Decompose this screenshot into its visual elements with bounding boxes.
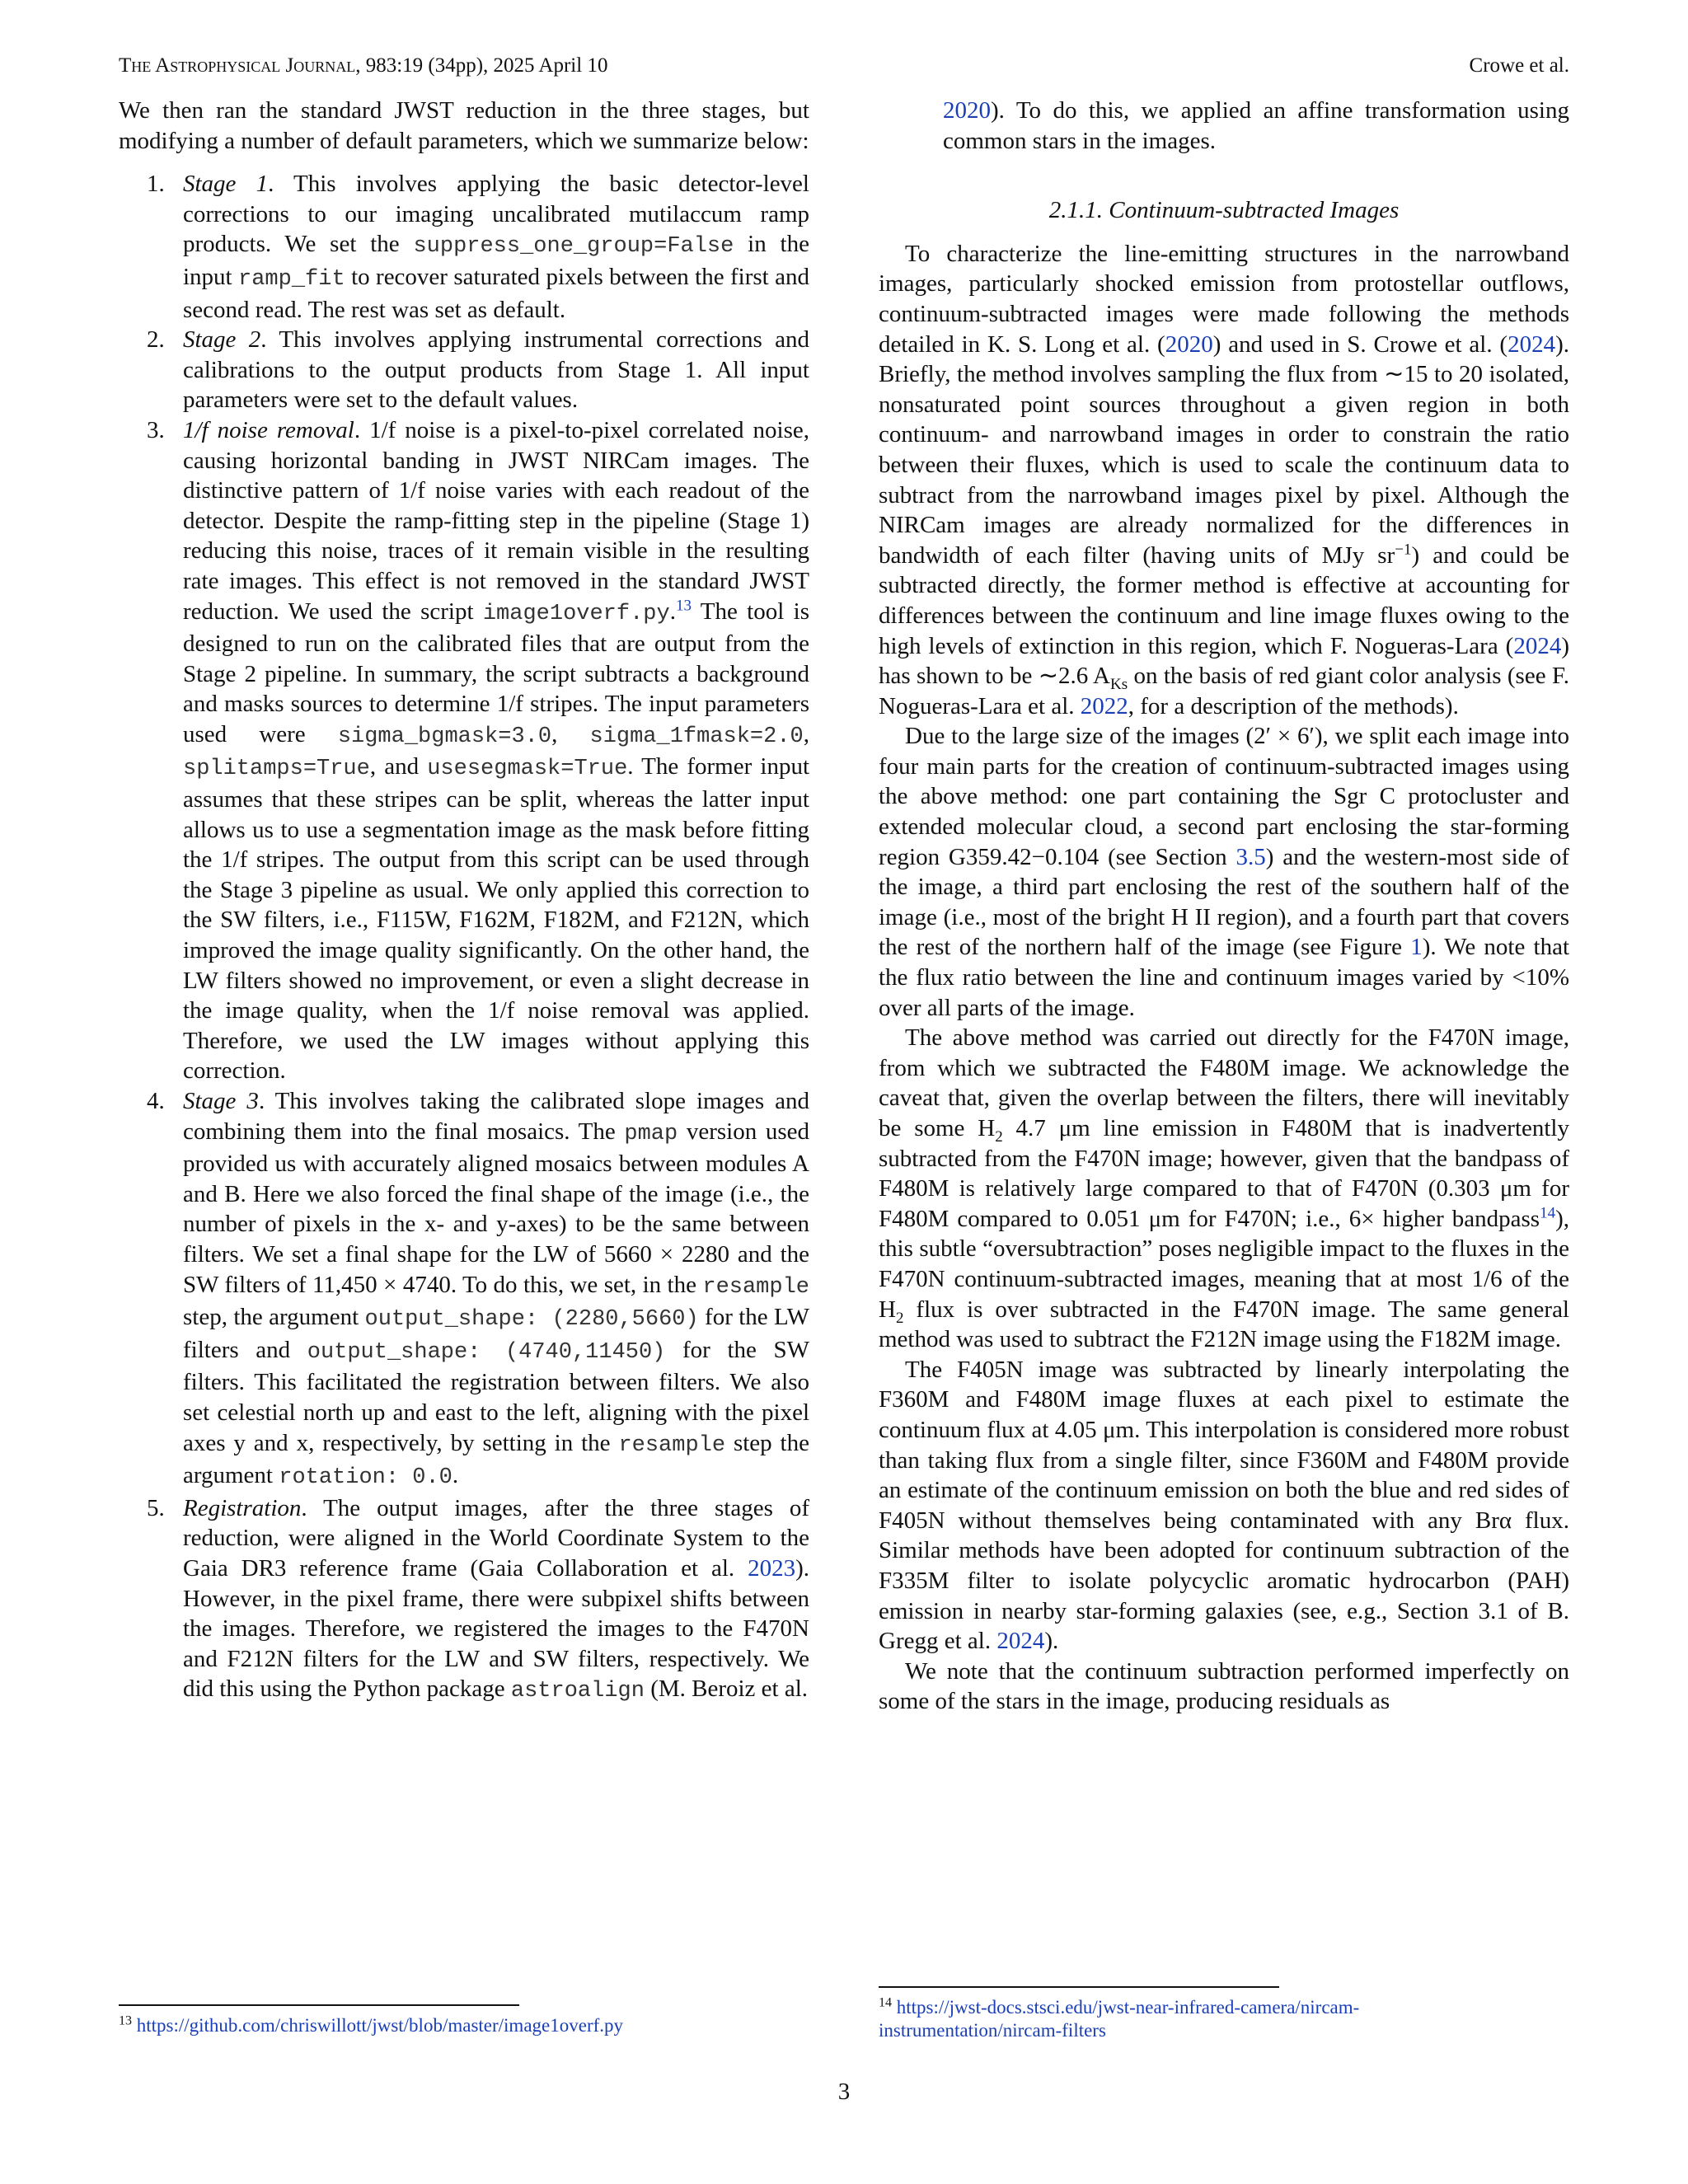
intro-paragraph: We then ran the standard JWST reduction in the three stages, but modifying a number of default parameters, which we summarize below:	[119, 97, 809, 154]
paragraph-text: The F405N image was subtracted by linearly interpolating the F360M and F480M image fluxes at each pixel to estimate the continuum flux at 4.05 μm. This interpolation is considered more robust than taking flux from a single filter, since F360M and F480M provide an estimate of the continuum emission on both the blue and red sides of F405N without themselves being contaminated with any Brα flux. Similar methods have been adopted for continuum subtraction of the F335M filter to isolate polycyclic aromatic hydrocarbon (PAH) emission in nearby star-forming galaxies (see, e.g., Section 3.1 of B. Gregg et al.	[879, 1356, 1569, 1655]
item-text: for the LW filters and	[183, 1304, 809, 1363]
code-snippet: ramp_fit	[238, 266, 345, 292]
citation-link[interactable]: 2020	[1165, 330, 1213, 358]
paragraph-text: , for a description of the methods).	[1128, 692, 1459, 719]
footnote-13	[119, 2014, 809, 2037]
code-snippet: sigma_1fmask=2.0	[589, 724, 804, 749]
section-heading: 2.1.1. Continuum-subtracted Images	[1048, 197, 1400, 224]
paragraph	[879, 1023, 1569, 1355]
item-text: for the SW filters. This facilitated the registration between filters. We also set celestial north up and east to the left, aligning with the pixel axes y and x, respectively, by setting in the	[183, 1336, 809, 1456]
figure-link[interactable]: 1	[1410, 934, 1423, 961]
list-item	[119, 1086, 809, 1493]
footnote-14	[879, 1996, 1456, 2042]
footnote-ref-14[interactable]: 14	[1540, 1204, 1556, 1222]
paragraph-text: To characterize the line-emitting structures in the narrowband images, particularly shocked emission from protostellar outflows, continuum-subtracted images were made following the methods detailed in K. S. Long et al. (	[879, 240, 1569, 358]
footnote-rule-right	[879, 1986, 1279, 1988]
list-number: 2.	[147, 326, 165, 354]
journal-name: The Astrophysical Journal	[119, 54, 356, 77]
paragraph-text: flux is over subtracted in the F470N image. The same general method was used to subtract the F212N image using the F182M image.	[879, 1296, 1569, 1353]
code-snippet: splitamps=True	[183, 757, 370, 782]
subscript: 2	[995, 1127, 1003, 1146]
code-snippet: image1overf.py	[482, 601, 670, 626]
list-number: 3.	[147, 416, 165, 443]
code-snippet: resample	[702, 1274, 809, 1300]
citation-link[interactable]: 2024	[1507, 330, 1556, 358]
footnote-ref-13[interactable]: 13	[675, 596, 692, 614]
paragraph-text: ), this subtle “oversubtraction” poses negligible impact to the fluxes in the F470N continuum-subtracted images, meaning that at most 1/6 of the H	[879, 1205, 1569, 1323]
paragraph	[879, 1355, 1569, 1657]
item-text: step, the argument	[183, 1304, 365, 1331]
footnote-link[interactable]: https://github.com/chriswillott/jwst/blob/master/image1overf.py	[136, 2015, 624, 2036]
item-text: ). However, in the pixel frame, there were subpixel shifts between the images. Therefore, we registered the images to the F470N and F212N filters for the LW and SW filters, respectively. We did this using the Python package	[183, 1554, 809, 1703]
paragraph-text: ) and used in S. Crowe et al. (	[1212, 330, 1508, 358]
subscript: 2	[895, 1309, 904, 1327]
code-snippet: output_shape: (4740,11450)	[307, 1339, 666, 1365]
paragraph-text: Due to the large size of the images (2′ × 6′), we split each image into four main parts for the creation of continuum-subtracted images using the above method: one part containing the Sgr C protocluster and extended molecular cloud, a second part enclosing the star-forming region G359.42−0.104 (see Section	[879, 723, 1569, 870]
item-title: Registration	[183, 1494, 302, 1521]
item-text: . The output images, after the three stages of reduction, were aligned in the World Coordinate System to the Gaia DR3 reference frame (Gaia Collaboration et al.	[183, 1494, 809, 1582]
left-column	[119, 96, 809, 1707]
continued-item-text	[879, 96, 1569, 156]
paragraph-text: The above method was carried out directly for the F470N image, from which we subtracted the F480M image. We acknowledge the caveat that, given the overlap between the filters, there will inevitably be some H	[879, 1024, 1569, 1141]
paragraph	[879, 721, 1569, 1023]
paragraph: We note that the continuum subtraction performed imperfectly on some of the stars in the image, producing residuals as	[879, 1657, 1569, 1715]
item-text: The tool is designed to run on the calibrated files that are output from the Stage 2 pipeline. In summary, the script subtracts a background and masks sources to determine 1/f stripes. The input parameters used were	[183, 598, 809, 748]
code-snippet: usesegmask=True	[427, 757, 628, 782]
footnote-rule-left	[119, 2004, 519, 2006]
superscript: −1	[1395, 541, 1412, 559]
paragraph-text: 4.7 μm line emission in F480M that is inadvertently subtracted from the F470N image; however, given that the bandpass of F480M is relatively large compared to that of F470N (0.303 μm for F480M compared to 0.051 μm for F470N; i.e., 6× higher bandpass	[879, 1115, 1569, 1232]
list-item	[119, 1493, 809, 1707]
item-text: . This involves applying the basic detector-level corrections to our imaging uncalibrated mutilaccum ramp products. We set the	[183, 171, 809, 258]
item-text: , and	[369, 753, 428, 780]
code-snippet: output_shape: (2280,5660)	[364, 1307, 699, 1333]
item-text: . This involves applying instrumental corrections and calibrations to the output products from Stage 1. All input parameters were set to the default values.	[183, 326, 809, 414]
paragraph-text: ). Briefly, the method involves sampling the flux from ∼15 to 20 isolated, nonsaturated point sources throughout a given region in both continuum- and narrowband images in order to constrain the ratio between their fluxes, which is used to scale the continuum data to subtract from the narrowband images pixel by pixel. Although the NIRCam images are already normalized for the differences in bandwidth of each filter (having units of MJy sr	[879, 330, 1569, 569]
code-snippet: rotation: 0.0	[279, 1465, 452, 1491]
citation-link[interactable]: 2022	[1080, 692, 1128, 719]
list-number: 1.	[147, 171, 165, 198]
code-snippet: resample	[618, 1432, 726, 1458]
item-text: . 1/f noise is a pixel-to-pixel correlated noise, causing horizontal banding in JWST NIRCam images. The distinctive pattern of 1/f noise varies with each readout of the detector. Despite the ramp-fitting step in the pipeline (Stage 1) reducing this noise, traces of it remain visible in the resulting rate images. This effect is not removed in the standard JWST reduction. We used the script	[183, 416, 810, 625]
item-text: . The former input assumes that these stripes can be split, whereas the latter input allows us to use a segmentation image as the mask before fitting the 1/f stripes. The output from this script can be used through the Stage 3 pipeline as usual. We only applied this correction to the SW filters, i.e., F115W, F162M, F182M, and F212N, which improved the image quality significantly. On the other hand, the LW filters showed no improvement, or even a slight decrease in the image quality, when the 1/f noise removal was applied. Therefore, we used the LW images without applying this correction.	[183, 753, 810, 1085]
item-text: to recover saturated pixels between the first and second read. The rest was set as default.	[183, 263, 809, 323]
item-text: .	[452, 1462, 459, 1489]
item-title: 1/f noise removal	[183, 416, 354, 443]
code-snippet: astroalign	[510, 1679, 645, 1704]
item-text: version used provided us with accurately aligned mosaics between modules A and B. Here we also forced the final shape of the image (i.e., the number of pixels in the x- and y-axes) to be the same between filters. We set a final shape for the LW of 5660 × 2280 and the SW filters of 11,450 × 4740. To do this, we set, in the	[183, 1118, 809, 1298]
item-text: ,	[803, 720, 809, 748]
paragraph-text: ) and could be subtracted directly, the former method is effective at accounting for differences between the continuum and line image fluxes owing to the high levels of extinction in this region, which F. Nogueras-Lara (	[879, 541, 1569, 659]
code-snippet: suppress_one_group=False	[413, 234, 734, 260]
item-text: .	[669, 598, 676, 625]
paragraph-text: ). To do this, we applied an affine transformation using common stars in the images.	[943, 97, 1569, 154]
footnote-number: 14	[879, 1995, 892, 2010]
footnote-number: 13	[119, 2013, 132, 2028]
item-text: (M. Beroiz et al.	[644, 1675, 809, 1703]
reduction-steps-list	[119, 169, 809, 1707]
item-title: Stage 1	[183, 171, 269, 198]
journal-citation: , 983:19 (34pp), 2025 April 10	[355, 54, 608, 77]
list-item	[119, 325, 809, 415]
running-header-left	[119, 53, 607, 79]
citation-link[interactable]: 2024	[1513, 632, 1562, 659]
paragraph	[879, 239, 1569, 722]
code-snippet: sigma_bgmask=3.0	[337, 724, 552, 749]
paragraph-text: ).	[1044, 1628, 1059, 1655]
paragraph-text: on the basis of red giant color analysis (see F. Nogueras-Lara et al.	[879, 663, 1569, 719]
paragraph-text: ) and the western-most side of the image, a third part enclosing the rest of the southern half of the image (i.e., most of the bright H II region), and a fourth part that covers the rest of the northern half of the image (see Figure	[879, 843, 1570, 961]
item-text: in the input	[183, 231, 809, 290]
list-item	[119, 169, 809, 325]
page-number: 3	[837, 2079, 851, 2105]
section-link[interactable]: 3.5	[1236, 843, 1266, 870]
code-snippet: pmap	[624, 1121, 678, 1146]
item-text: ,	[551, 720, 590, 748]
paragraph-text: ) has shown to be ∼2.6 A	[879, 632, 1569, 690]
citation-link[interactable]: 2023	[748, 1554, 796, 1582]
list-item	[119, 415, 809, 1086]
item-text: step the argument	[183, 1429, 809, 1489]
item-title: Stage 3	[183, 1088, 259, 1114]
list-number: 5.	[147, 1494, 165, 1521]
footnote-link[interactable]: https://jwst-docs.stsci.edu/jwst-near-infrared-camera/nircam-instrumentation/nircam-filters	[879, 1997, 1360, 2041]
paragraph-text: ). We note that the flux ratio between the line and continuum images varied by <10% over all parts of the image.	[879, 934, 1570, 1021]
citation-link[interactable]: 2024	[996, 1628, 1045, 1655]
running-header-authors: Crowe et al.	[1469, 54, 1569, 77]
right-column	[879, 96, 1569, 1717]
item-title: Stage 2	[183, 326, 261, 354]
item-text: . This involves taking the calibrated slope images and combining them into the final mosaics. The	[183, 1088, 809, 1145]
list-number: 4.	[147, 1088, 165, 1114]
subscript: Ks	[1109, 675, 1128, 693]
citation-link[interactable]: 2020	[943, 97, 991, 124]
